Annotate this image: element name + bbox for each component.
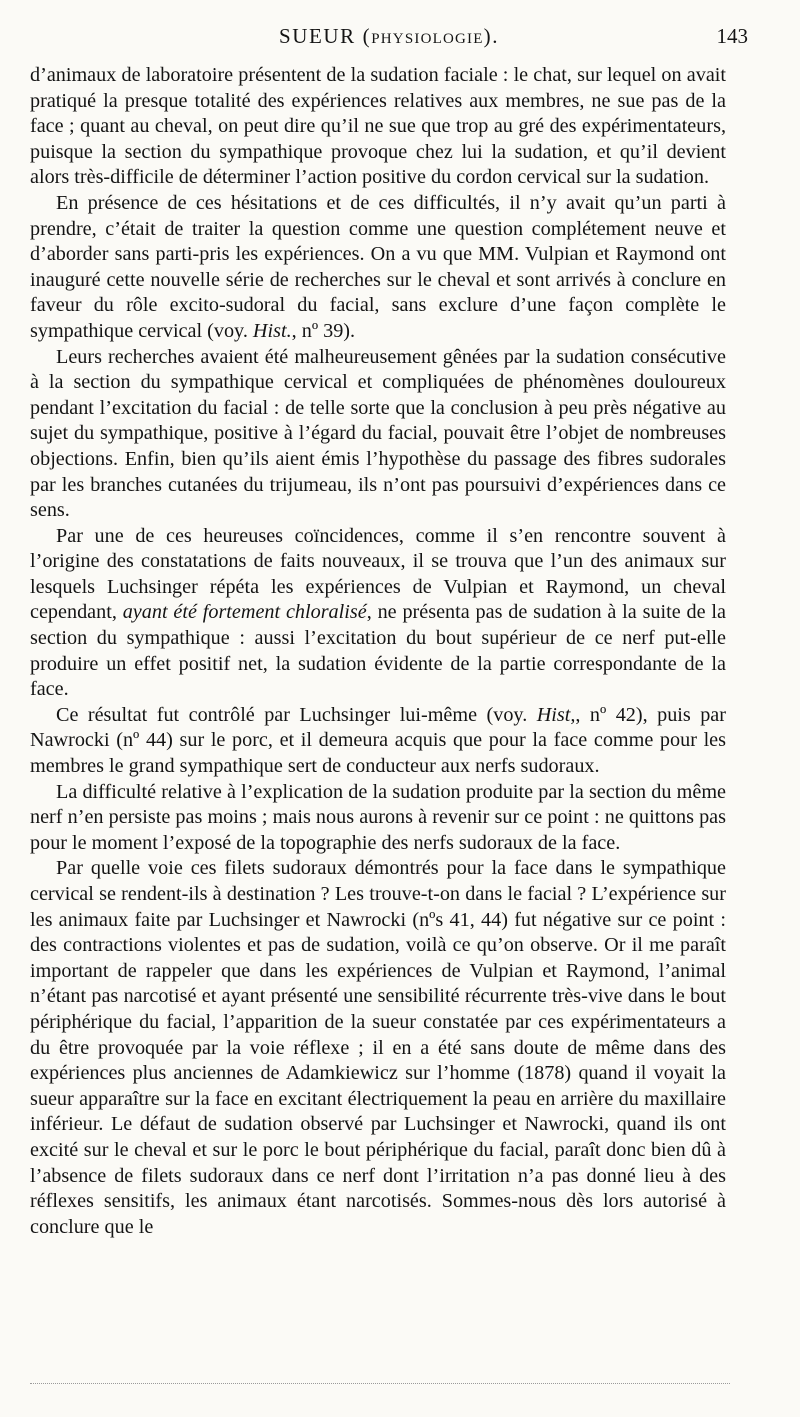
paragraph-1-text: d’animaux de laboratoire présentent de la sudation faciale : le chat, sur lequel on avait pratiqué la presque totalité des expériences relatives aux membres, ne sue pas de la face ; quant au cheval, on peut dire qu’il ne sue que trop au gré des expérimentateurs, puisque la section du sympathique provoque chez lui la sudation, et qu’il devient alors très-difficile de déterminer l’action positive du cordon cervical sur la sudation. bbox=[30, 64, 726, 189]
paragraph-5-text: Ce résultat fut contrôlé par Luchsinger lui-même (voy. bbox=[56, 703, 537, 726]
page-number: 143 bbox=[716, 24, 748, 48]
paragraph-4-text: Par une de ces heureuses coïncidences, comme il s’en rencontre souvent à l’origine des constatations de faits nouveaux, il se trouva que l’un des animaux sur lesquels Luchsinger répéta les expériences de Vulpian et Raymond, un cheval cependant, bbox=[30, 524, 726, 624]
paragraph-4 bbox=[30, 524, 726, 703]
paragraph-3 bbox=[30, 345, 726, 524]
paragraph-1 bbox=[30, 63, 726, 191]
paragraph-2-text-after: , nº 39). bbox=[291, 319, 356, 342]
paragraph-2-italic: Hist. bbox=[252, 319, 292, 342]
footer-dotted-rule bbox=[30, 1383, 730, 1384]
paragraph-3-text: Leurs recherches avaient été malheureusement gênées par la sudation consécutive à la section du sympathique cervical et compliquées de phénomènes douloureux pendant l’excitation du facial : de telle sorte que la conclusion à peu près négative au sujet du sympathique, positive à l’égard du facial, pouvait être l’objet de nombreuses objections. Enfin, bien qu’ils aient émis l’hypothèse du passage des fibres sudorales par les branches cutanées du trijumeau, ils n’ont pas poursuivi d’expériences dans ce sens. bbox=[30, 345, 726, 522]
paragraph-2 bbox=[30, 191, 726, 345]
paragraph-4-italic: ayant été fortement chloralisé bbox=[122, 601, 367, 624]
running-head-title bbox=[30, 24, 748, 49]
running-head bbox=[30, 24, 748, 52]
paragraph-4-text-after: , ne présenta pas de sudation à la suite de la section du sympathique : aussi l’excitation du bout supérieur de ce nerf put-elle produire un effet positif net, la sudation évidente de la partie correspondante de la face. bbox=[30, 601, 726, 701]
paragraph-5 bbox=[30, 703, 726, 780]
paragraph-5-text-after: , nº 42), puis par Nawrocki (nº 44) sur le porc, et il demeura acquis que pour la face comme pour les membres le grand sympathique sert de conducteur aux nerfs sudoraux. bbox=[30, 703, 726, 778]
paragraph-2-text: En présence de ces hésitations et de ces difficultés, il n’y avait qu’un parti à prendre, c’était de traiter la question comme une question complétement neuve et d’aborder sans parti-pris les expériences. On a vu que MM. Vulpian et Raymond ont inauguré cette nouvelle série de recherches sur le cheval et sont arrivés à conclure en faveur du rôle excito-sudoral du facial, sans exclure d’une façon complète le sympathique cervical (voy. bbox=[30, 191, 726, 342]
paragraph-6-text: La difficulté relative à l’explication de la sudation produite par la section du même nerf n’en persiste pas moins ; mais nous aurons à revenir sur ce point : ne quittons pas pour le moment l’exposé de la topographie des nerfs sudoraux de la face. bbox=[30, 780, 726, 854]
paragraph-7-text: Par quelle voie ces filets sudoraux démontrés pour la face dans le sympathique cervical se rendent-ils à destination ? Les trouve-t-on dans le facial ? L’expérience sur les animaux faite par Luchsinger et Nawrocki (nºs 41, 44) fut négative sur ce point : des contractions violentes et pas de sudation, voilà ce qu’on observe. Or il me paraît important de rappeler que dans les expériences de Vulpian et Raymond, l’animal n’étant pas narcotisé et ayant présenté une sensibilité récurrente très-vive dans le bout périphérique du facial, l’apparition de la sueur constatée par ces expérimentateurs a du être provoquée par la voie réflexe ; il en a été sans doute de même dans des expériences plus anciennes de Adamkiewicz sur l’homme (1878) quand il voyait la sueur apparaître sur la face en excitant électriquement la peau en arrière du maxillaire inférieur. Le défaut de sudation observé par Luchsinger et Nawrocki, quand ils ont excité sur le cheval et sur le porc le bout périphérique du facial, paraît donc bien dû à l’absence de filets sudoraux dans ce nerf dont l’irritation n’a pas donné lieu à des réflexes sensitifs, les animaux étant narcotisés. Sommes-nous dès lors autorisé à conclure que le bbox=[30, 857, 726, 1238]
running-head-title-small: PHYSIOLOGIE bbox=[371, 31, 484, 47]
paragraph-7 bbox=[30, 856, 726, 1240]
body-text bbox=[30, 63, 726, 1240]
running-head-title-end: ). bbox=[483, 24, 500, 48]
running-head-title-main: SUEUR ( bbox=[278, 24, 372, 48]
paragraph-5-italic: Hist, bbox=[536, 703, 576, 726]
paragraph-6 bbox=[30, 780, 726, 857]
